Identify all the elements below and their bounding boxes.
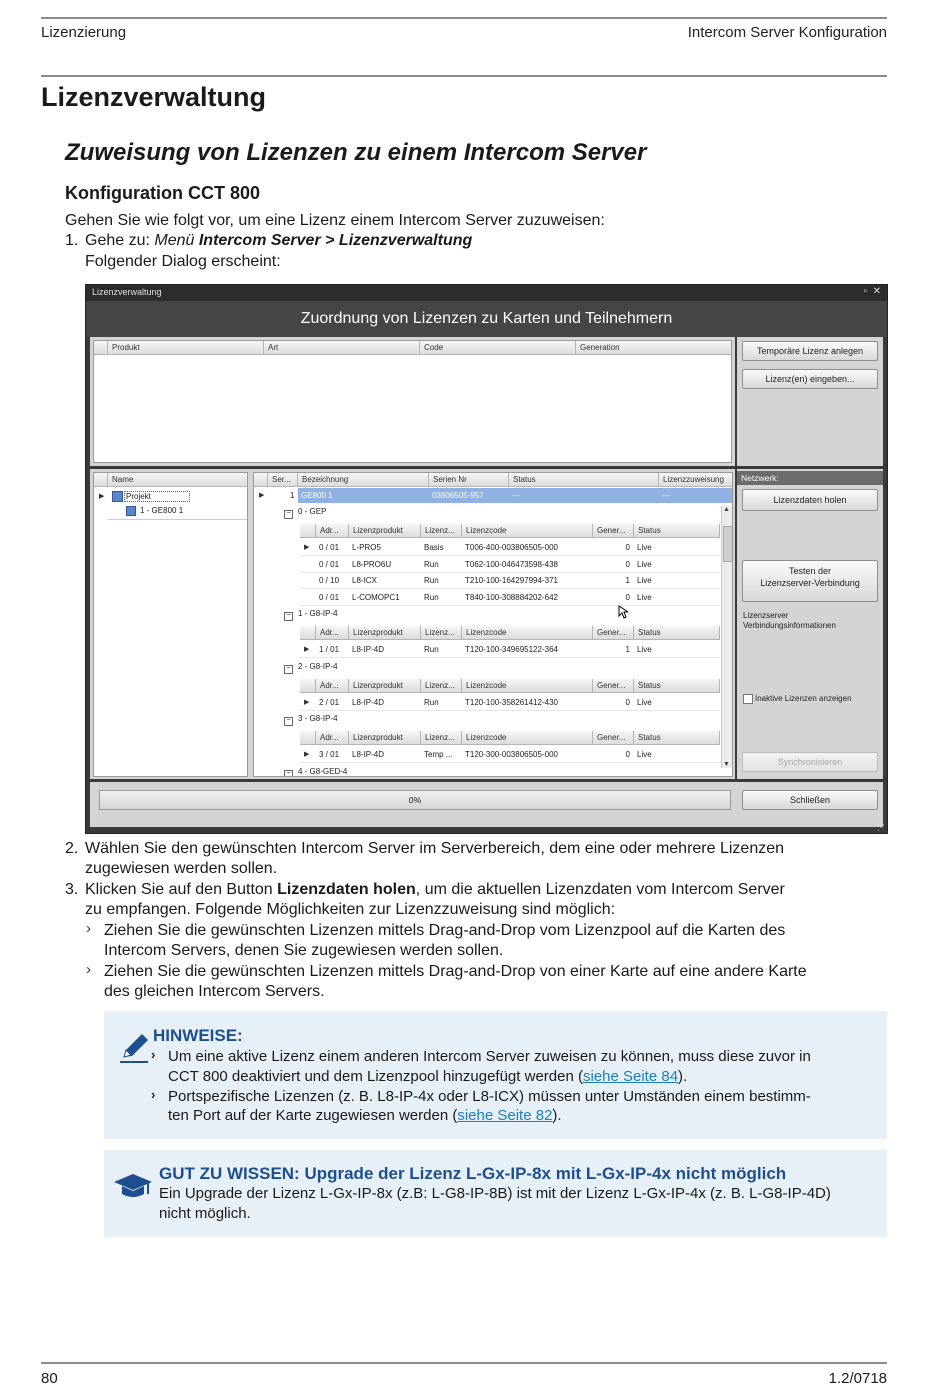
project-icon <box>112 491 123 502</box>
step2-line2: zugewiesen werden sollen. <box>85 860 278 877</box>
note1-link[interactable]: siehe Seite 84 <box>582 1068 679 1085</box>
connection-info <box>743 611 836 631</box>
tip-line2: nicht möglich. <box>159 1205 251 1222</box>
license-cell-gen: 0 <box>625 592 630 602</box>
license-cell-status: Live <box>637 543 652 552</box>
license-cell-type: Run <box>424 645 439 654</box>
card-col-spacer <box>300 731 316 745</box>
subsection-title: Konfiguration CCT 800 <box>65 183 261 203</box>
license-cell-code: T006-400-003806505-000 <box>465 543 558 552</box>
card-col-header[interactable]: Gener... <box>593 524 634 538</box>
tree-col-name[interactable]: Name <box>108 473 248 487</box>
server-assign: --- <box>662 491 670 500</box>
card-col-header[interactable]: Lizenzprodukt <box>349 626 421 640</box>
card-col-header[interactable]: Gener... <box>593 731 634 745</box>
server-grid[interactable] <box>253 472 733 777</box>
section-title: Zuweisung von Lizenzen zu einem Intercom Server <box>65 139 647 166</box>
step3-button-name: Lizenzdaten holen <box>277 881 416 898</box>
close-button[interactable]: Schließen <box>742 790 878 810</box>
license-cell-prod: L8-IP-4D <box>352 645 385 654</box>
header-section: Intercom Server Konfiguration <box>687 24 887 41</box>
bullet1-line1: Ziehen Sie die gewünschten Lizenzen mittels Drag-and-Drop vom Lizenzpool auf die Karten des <box>104 922 786 939</box>
license-cell-code: T120-300-003806505-000 <box>465 750 558 759</box>
license-cell-status: Live <box>637 559 652 569</box>
bullet1-line2: Intercom Servers, denen Sie zugewiesen werden sollen. <box>104 942 504 959</box>
row-pointer-icon: ▶ <box>304 751 310 758</box>
server-col-num[interactable]: Ser... <box>268 473 298 487</box>
note1-line1: Um eine aktive Lizenz einem anderen Intercom Server zuweisen zu können, muss diese zuvor in <box>168 1048 811 1065</box>
step-number: 1. <box>65 232 79 249</box>
step1-path: Intercom Server > Lizenzverwaltung <box>198 232 473 249</box>
card-col-header[interactable]: Adr... <box>316 626 349 640</box>
fetch-license-button[interactable]: Lizenzdaten holen <box>742 489 878 511</box>
test-connection-label-1: Testen der <box>788 566 832 576</box>
card-col-spacer <box>300 679 316 693</box>
license-cell-gen: 1 <box>625 576 630 585</box>
card-col-header[interactable]: Lizenzcode <box>462 731 593 745</box>
test-connection-button[interactable] <box>742 560 878 602</box>
scroll-up-icon[interactable]: ▲ <box>723 506 730 513</box>
maximize-icon[interactable]: ▫ <box>863 286 867 297</box>
bullet2-line1: Ziehen Sie die gewünschten Lizenzen mittels Drag-and-Drop von einer Karte auf eine andere Karte <box>104 963 807 980</box>
license-cell-code: T210-100-164297994-371 <box>465 576 558 585</box>
license-dialog <box>85 284 888 834</box>
collapse-icon[interactable]: − <box>284 612 293 621</box>
license-cell-gen: 0 <box>625 559 630 569</box>
enter-license-button[interactable]: Lizenz(en) eingeben... <box>742 369 878 389</box>
header-chapter: Lizenzierung <box>41 24 127 41</box>
license-cell-prod: L8-PRO6U <box>352 559 392 569</box>
pool-col-spacer <box>94 341 108 355</box>
license-cell-gen: 0 <box>625 543 630 552</box>
server-name: GE800 1 <box>301 491 333 500</box>
page-title: Lizenzverwaltung <box>41 82 267 112</box>
license-cell-prod: L8-ICX <box>352 576 377 585</box>
server-col-name[interactable]: Bezeichnung <box>298 473 429 487</box>
note1-line2 <box>168 1067 687 1087</box>
card-group-label: 0 - GEP <box>298 507 327 516</box>
step1-prefix: Gehe zu: <box>85 232 155 249</box>
card-col-header[interactable]: Lizenz... <box>421 679 462 693</box>
license-cell-type: Basis <box>424 543 444 552</box>
card-col-header[interactable]: Adr... <box>316 731 349 745</box>
intro-text: Gehen Sie wie folgt vor, um eine Lizenz einem Intercom Server zuzuweisen: <box>65 212 605 229</box>
note2-pre: ten Port auf der Karte zugewiesen werden ( <box>168 1107 458 1124</box>
license-cell-type: Run <box>424 697 439 707</box>
step1-line2: Folgender Dialog erscheint: <box>85 253 281 270</box>
tree-project[interactable]: Projekt <box>124 491 190 502</box>
test-connection-label-2: Lizenzserver-Verbindung <box>760 578 860 588</box>
note-chevron-icon: › <box>151 1047 156 1062</box>
graduation-cap-icon <box>112 1172 154 1200</box>
pool-panel <box>90 337 735 466</box>
server-status: --- <box>512 491 520 500</box>
license-cell-status: Live <box>637 697 652 707</box>
card-col-header[interactable]: Lizenzprodukt <box>349 679 421 693</box>
pool-col-code[interactable]: Code <box>420 341 576 355</box>
row-pointer-icon: ▶ <box>304 646 310 653</box>
dialog-titlebar <box>86 285 887 301</box>
license-cell-status: Live <box>637 592 652 602</box>
bullet-chevron-icon: › <box>86 961 91 978</box>
card-group[interactable] <box>284 714 338 726</box>
step3-post: , um die aktuellen Lizenzdaten vom Intercom Server <box>415 881 785 898</box>
card-col-header[interactable]: Status <box>634 731 720 745</box>
note1-pre: CCT 800 deaktiviert und dem Lizenzpool hinzugefügt werden ( <box>168 1068 583 1085</box>
license-cell-code: T062-100-046473598-438 <box>465 559 558 569</box>
step1-text <box>85 231 472 252</box>
server-panel <box>90 469 735 779</box>
license-cell-adr: 3 / 01 <box>319 750 340 759</box>
card-col-header[interactable]: Status <box>634 626 720 640</box>
page-number: 80 <box>41 1370 58 1387</box>
card-group-label: 1 - G8-IP-4 <box>298 609 338 618</box>
bullet-chevron-icon: › <box>86 920 91 937</box>
step3-line2: zu empfangen. Folgende Möglichkeiten zur Lizenzzuweisung sind möglich: <box>85 901 616 918</box>
close-icon[interactable]: ✕ <box>872 286 881 297</box>
card-col-header[interactable]: Status <box>634 524 720 538</box>
card-col-header[interactable]: Lizenz... <box>421 731 462 745</box>
note2-line2 <box>168 1106 562 1126</box>
card-col-header[interactable]: Status <box>634 679 720 693</box>
network-panel <box>737 469 883 779</box>
project-tree[interactable] <box>93 472 248 777</box>
bottom-panel <box>90 782 883 827</box>
server-row-pointer-icon: ▶ <box>259 492 265 499</box>
license-cell-prod: L8-IP-4D <box>352 697 385 707</box>
card-col-header[interactable]: Gener... <box>593 679 634 693</box>
tip-heading: GUT ZU WISSEN: Upgrade der Lizenz L-Gx-IP-8x mit L-Gx-IP-4x nicht möglich <box>159 1164 787 1183</box>
step3-line1 <box>85 880 785 901</box>
tree-col-spacer <box>94 473 108 487</box>
progress-bar: 0% <box>99 790 731 810</box>
tip-box <box>104 1150 887 1237</box>
license-cell-adr: 0 / 01 <box>319 592 340 602</box>
server-num: 1 <box>290 491 295 500</box>
card-col-header[interactable]: Lizenzprodukt <box>349 524 421 538</box>
note-chevron-icon: › <box>151 1087 156 1102</box>
doc-version: 1.2/0718 <box>828 1370 887 1387</box>
pool-col-type[interactable]: Art <box>264 341 420 355</box>
step1-menu: Menü <box>154 232 199 249</box>
step-number: 2. <box>65 840 79 857</box>
server-col-assign[interactable]: Lizenzzuweisung <box>659 473 733 487</box>
license-pool-table[interactable] <box>93 340 732 463</box>
license-cell-status: Live <box>637 645 652 654</box>
card-groups <box>254 473 733 777</box>
pool-col-product[interactable]: Produkt <box>108 341 264 355</box>
tree-row-pointer-icon: ▶ <box>99 493 105 500</box>
note2-post: ). <box>552 1107 562 1124</box>
card-group[interactable] <box>284 609 338 621</box>
row-pointer-icon: ▶ <box>304 698 310 706</box>
pool-buttons-panel <box>737 337 883 466</box>
bullet2-line2: des gleichen Intercom Servers. <box>104 983 325 1000</box>
sync-button[interactable]: Synchronisieren <box>742 752 878 772</box>
server-icon <box>126 506 136 516</box>
connection-info-1: Lizenzserver <box>743 611 789 620</box>
license-cell-adr: 1 / 01 <box>319 645 340 654</box>
note1-post: ). <box>678 1068 688 1085</box>
license-cell-gen: 0 <box>625 750 630 759</box>
note2-link[interactable]: siehe Seite 82 <box>457 1107 553 1124</box>
mouse-cursor-icon <box>618 605 628 619</box>
license-cell-status: Live <box>637 750 652 759</box>
license-cell-adr: 0 / 10 <box>319 576 340 585</box>
card-col-spacer <box>300 524 316 538</box>
card-col-header[interactable]: Lizenzcode <box>462 524 593 538</box>
card-col-header[interactable]: Lizenz... <box>421 524 462 538</box>
license-cell-type: Temp ... <box>424 750 453 759</box>
card-scrollbar[interactable] <box>721 506 733 768</box>
license-cell-type: Run <box>424 592 439 602</box>
tree-divider <box>108 519 248 520</box>
inactive-licenses-checkbox[interactable] <box>743 694 753 704</box>
collapse-icon[interactable]: − <box>284 770 293 778</box>
server-col-status[interactable]: Status <box>509 473 659 487</box>
license-cell-adr: 0 / 01 <box>319 543 340 552</box>
step3-pre: Klicken Sie auf den Button <box>85 881 278 898</box>
pencil-icon <box>118 1031 152 1065</box>
card-group[interactable] <box>284 767 347 778</box>
step-number: 3. <box>65 881 79 898</box>
note2-line1: Portspezifische Lizenzen (z. B. L8-IP-4x oder L8-ICX) müssen unter Umständen einem bestimm- <box>168 1088 811 1105</box>
scroll-thumb[interactable] <box>723 526 733 562</box>
license-cell-code: T840-100-308884202-642 <box>465 592 558 602</box>
card-col-header[interactable]: Lizenzcode <box>462 626 593 640</box>
tip-line1: Ein Upgrade der Lizenz L-Gx-IP-8x (z.B: L-G8-IP-8B) ist mit der Lizenz L-Gx-IP-4x (z. B. L-G8-IP-4D) <box>159 1185 831 1202</box>
license-cell-adr: 2 / 01 <box>319 697 340 707</box>
inactive-licenses-label: Inaktive Lizenzen anzeigen <box>755 694 852 703</box>
card-col-header[interactable]: Lizenz... <box>421 626 462 640</box>
dialog-heading: Zuordnung von Lizenzen zu Karten und Teilnehmern <box>86 301 887 337</box>
license-cell-prod: L-COMOPC1 <box>352 592 400 602</box>
resize-grip-icon[interactable]: ⋰ <box>877 823 885 832</box>
header-rule-bottom <box>41 75 887 77</box>
card-group-label: 3 - G8-IP-4 <box>298 714 338 723</box>
server-serial: 03806505-957 <box>432 491 484 500</box>
collapse-icon[interactable]: − <box>284 665 293 674</box>
license-cell-prod: L8-IP-4D <box>352 750 385 759</box>
card-group-label: 2 - G8-IP-4 <box>298 661 338 671</box>
license-cell-adr: 0 / 01 <box>319 559 340 569</box>
pool-col-generation[interactable]: Generation <box>576 341 732 355</box>
card-col-header[interactable]: Lizenzprodukt <box>349 731 421 745</box>
license-cell-gen: 0 <box>625 697 630 707</box>
license-cell-code: T120-100-349695122-364 <box>465 645 558 654</box>
license-cell-code: T120-100-358261412-430 <box>465 697 558 707</box>
tree-server[interactable]: 1 - GE800 1 <box>140 506 184 515</box>
step2-line1: Wählen Sie den gewünschten Intercom Server im Serverbereich, dem eine oder mehrere Lizenzen <box>85 840 785 857</box>
card-col-spacer <box>300 626 316 640</box>
header-rule-top <box>41 17 887 19</box>
card-group-label: 4 - G8-GED-4 <box>298 766 348 776</box>
temp-license-button[interactable]: Temporäre Lizenz anlegen <box>742 341 878 361</box>
card-group[interactable] <box>284 662 338 674</box>
license-cell-type: Run <box>424 576 439 585</box>
scroll-down-icon[interactable]: ▼ <box>723 761 730 768</box>
row-pointer-icon: ▶ <box>304 544 310 551</box>
footer-rule <box>41 1362 887 1364</box>
connection-info-2: Verbindungsinformationen <box>743 621 836 630</box>
notes-heading: HINWEISE: <box>153 1026 243 1045</box>
license-cell-prod: L-PRO5 <box>352 543 381 552</box>
network-label: Netzwerk: <box>737 471 883 485</box>
card-col-header[interactable]: Adr... <box>316 679 349 693</box>
card-col-header[interactable]: Adr... <box>316 524 349 538</box>
collapse-icon[interactable]: − <box>284 717 293 726</box>
notes-box <box>104 1011 887 1139</box>
license-cell-status: Live <box>637 576 652 585</box>
license-cell-gen: 1 <box>625 645 630 654</box>
license-cell-type: Run <box>424 559 439 569</box>
server-col-serial[interactable]: Serien Nr <box>429 473 509 487</box>
collapse-icon[interactable]: − <box>284 510 293 519</box>
card-group[interactable] <box>284 507 326 519</box>
card-col-header[interactable]: Gener... <box>593 626 634 640</box>
card-col-header[interactable]: Lizenzcode <box>462 679 593 693</box>
dialog-window-title: Lizenzverwaltung <box>92 287 162 297</box>
